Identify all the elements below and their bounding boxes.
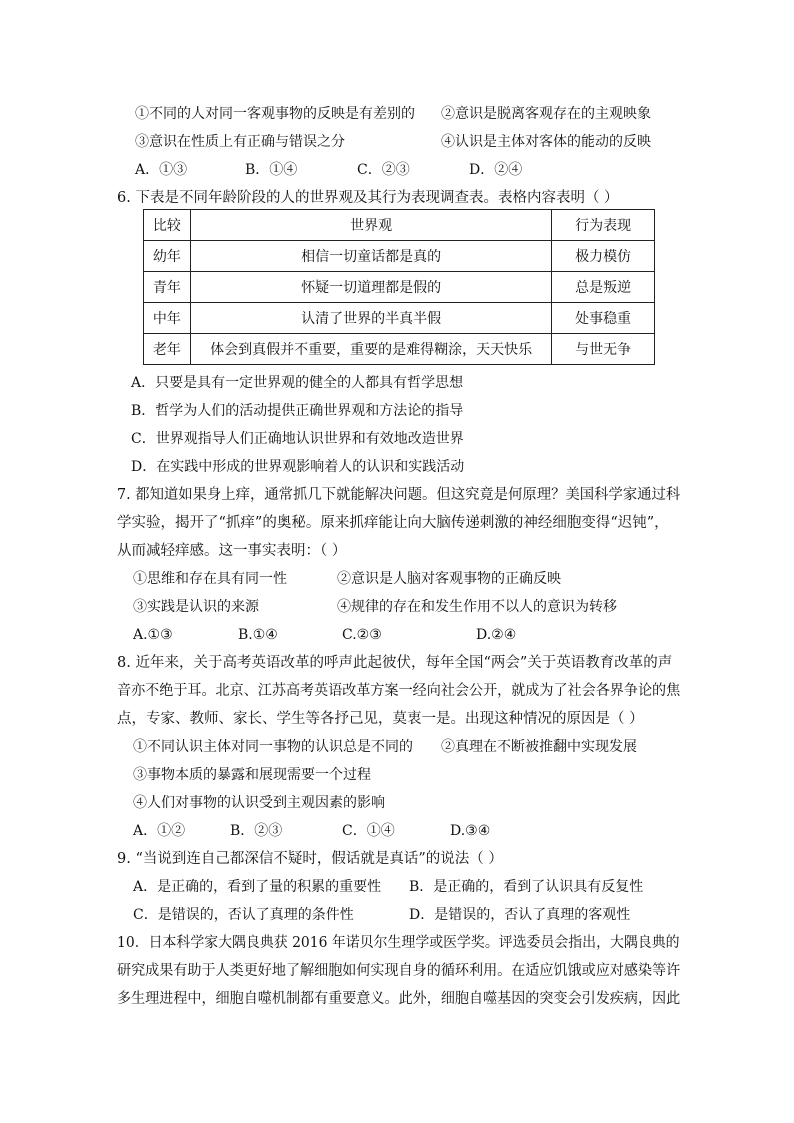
q5-option-b[interactable]: B．①④ <box>245 162 298 178</box>
q9-option-b[interactable]: B．是正确的，看到了认识具有反复性 <box>409 879 644 895</box>
table-cell-worldview: 相信一切童话都是真的 <box>190 241 552 272</box>
q7-option-b[interactable]: B.①④ <box>238 627 278 643</box>
q7-stem-line-1: 7. 都知道如果身上痒，通常抓几下就能解决问题。但这究竟是何原理？美国科学家通过科 <box>117 487 681 503</box>
q8-stem-line-3: 点，专家、教师、家长、学生等各抒己见，莫衷一是。出现这种情况的原因是（ ） <box>117 711 644 727</box>
q6-option-c[interactable]: C．世界观指导人们正确地认识世界和有效地改造世界 <box>131 431 464 447</box>
table-row <box>144 303 655 334</box>
q5-statement-4: ④认识是主体对客体的能动的反映 <box>441 134 651 150</box>
q8-option-d[interactable]: D.③④ <box>450 823 491 839</box>
q9-stem: 9. “当说到连自己都深信不疑时，假话就是真话”的说法（ ） <box>117 851 503 867</box>
table-row <box>144 241 655 272</box>
table-cell-behavior: 总是叛逆 <box>552 272 655 303</box>
q5-option-a[interactable]: A．①③ <box>135 162 188 178</box>
table-cell-age: 中年 <box>144 303 191 334</box>
q7-stem-line-3: 从而减轻痒感。这一事实表明：（ ） <box>117 543 347 559</box>
q7-statement-1: ①思维和存在具有同一性 <box>133 571 287 587</box>
table-cell-age: 青年 <box>144 272 191 303</box>
q7-statement-3: ③实践是认识的来源 <box>133 599 259 615</box>
q8-option-a[interactable]: A．①② <box>133 823 186 839</box>
q10-stem-line-2: 研究成果有助于人类更好地了解细胞如何实现自身的循环利用。在适应饥饿或应对感染等许 <box>117 963 681 979</box>
table-header-cell: 行为表现 <box>552 210 655 241</box>
table-header-cell: 比较 <box>144 210 191 241</box>
q8-option-c[interactable]: C．①④ <box>342 823 395 839</box>
table-row <box>144 334 655 365</box>
q5-statement-2: ②意识是脱离客观存在的主观映象 <box>441 106 651 122</box>
q6-option-a[interactable]: A．只要是具有一定世界观的健全的人都具有哲学思想 <box>131 375 464 391</box>
q5-option-d[interactable]: D．②④ <box>469 162 523 178</box>
table-header-cell: 世界观 <box>190 210 552 241</box>
q8-stem-line-1: 8. 近年来，关于高考英语改革的呼声此起彼伏，每年全国“两会”关于英语教育改革的声 <box>117 655 673 671</box>
table-cell-behavior: 极力模仿 <box>552 241 655 272</box>
q5-statement-1: ①不同的人对同一客观事物的反映是有差别的 <box>135 106 415 122</box>
q6-survey-table <box>143 209 655 365</box>
table-row <box>144 272 655 303</box>
q8-statement-1: ①不同认识主体对同一事物的认识总是不同的 <box>133 739 413 755</box>
table-cell-worldview: 怀疑一切道理都是假的 <box>190 272 552 303</box>
q8-statement-3: ③事物本质的暴露和展现需要一个过程 <box>133 767 371 783</box>
q10-stem-line-1: 10．日本科学家大隅良典获 2016 年诺贝尔生理学或医学奖。评选委员会指出，大隅良典的 <box>117 935 680 951</box>
q6-option-d[interactable]: D．在实践中形成的世界观影响着人的认识和实践活动 <box>131 459 465 475</box>
table-cell-age: 老年 <box>144 334 191 365</box>
q6-stem: 6. 下表是不同年龄阶段的人的世界观及其行为表现调查表。表格内容表明（ ） <box>117 190 619 206</box>
q8-option-b[interactable]: B．②③ <box>230 823 283 839</box>
q9-option-a[interactable]: A．是正确的，看到了量的积累的重要性 <box>133 879 382 895</box>
q7-statement-4: ④规律的存在和发生作用不以人的意识为转移 <box>337 599 617 615</box>
q5-statement-3: ③意识在性质上有正确与错误之分 <box>135 134 345 150</box>
q7-option-c[interactable]: C.②③ <box>342 627 382 643</box>
q7-statement-2: ②意识是人脑对客观事物的正确反映 <box>337 571 561 587</box>
q8-statement-2: ②真理在不断被推翻中实现发展 <box>441 739 637 755</box>
q10-stem-line-3: 多生理进程中，细胞自噬机制都有重要意义。此外，细胞自噬基因的突变会引发疾病，因此 <box>117 991 681 1007</box>
table-cell-worldview: 体会到真假并不重要，重要的是难得糊涂，天天快乐 <box>190 334 552 365</box>
table-cell-behavior: 处事稳重 <box>552 303 655 334</box>
table-cell-worldview: 认清了世界的半真半假 <box>190 303 552 334</box>
q7-option-a[interactable]: A.①③ <box>133 627 173 643</box>
q9-option-d[interactable]: D．是错误的，否认了真理的客观性 <box>409 907 631 923</box>
q7-stem-line-2: 学实验，揭开了“抓痒”的奥秘。原来抓痒能让向大脑传递刺激的神经细胞变得“迟钝”， <box>117 515 669 531</box>
q5-option-c[interactable]: C．②③ <box>357 162 410 178</box>
table-header-row <box>144 210 655 241</box>
table-cell-age: 幼年 <box>144 241 191 272</box>
q8-statement-4: ④人们对事物的认识受到主观因素的影响 <box>133 795 385 811</box>
q9-option-c[interactable]: C．是错误的，否认了真理的条件性 <box>133 907 354 923</box>
q6-option-b[interactable]: B．哲学为人们的活动提供正确世界观和方法论的指导 <box>131 403 464 419</box>
table-cell-behavior: 与世无争 <box>552 334 655 365</box>
q7-option-d[interactable]: D.②④ <box>476 627 517 643</box>
q8-stem-line-2: 音亦不绝于耳。北京、江苏高考英语改革方案一经向社会公开，就成为了社会各界争论的焦 <box>117 683 681 699</box>
